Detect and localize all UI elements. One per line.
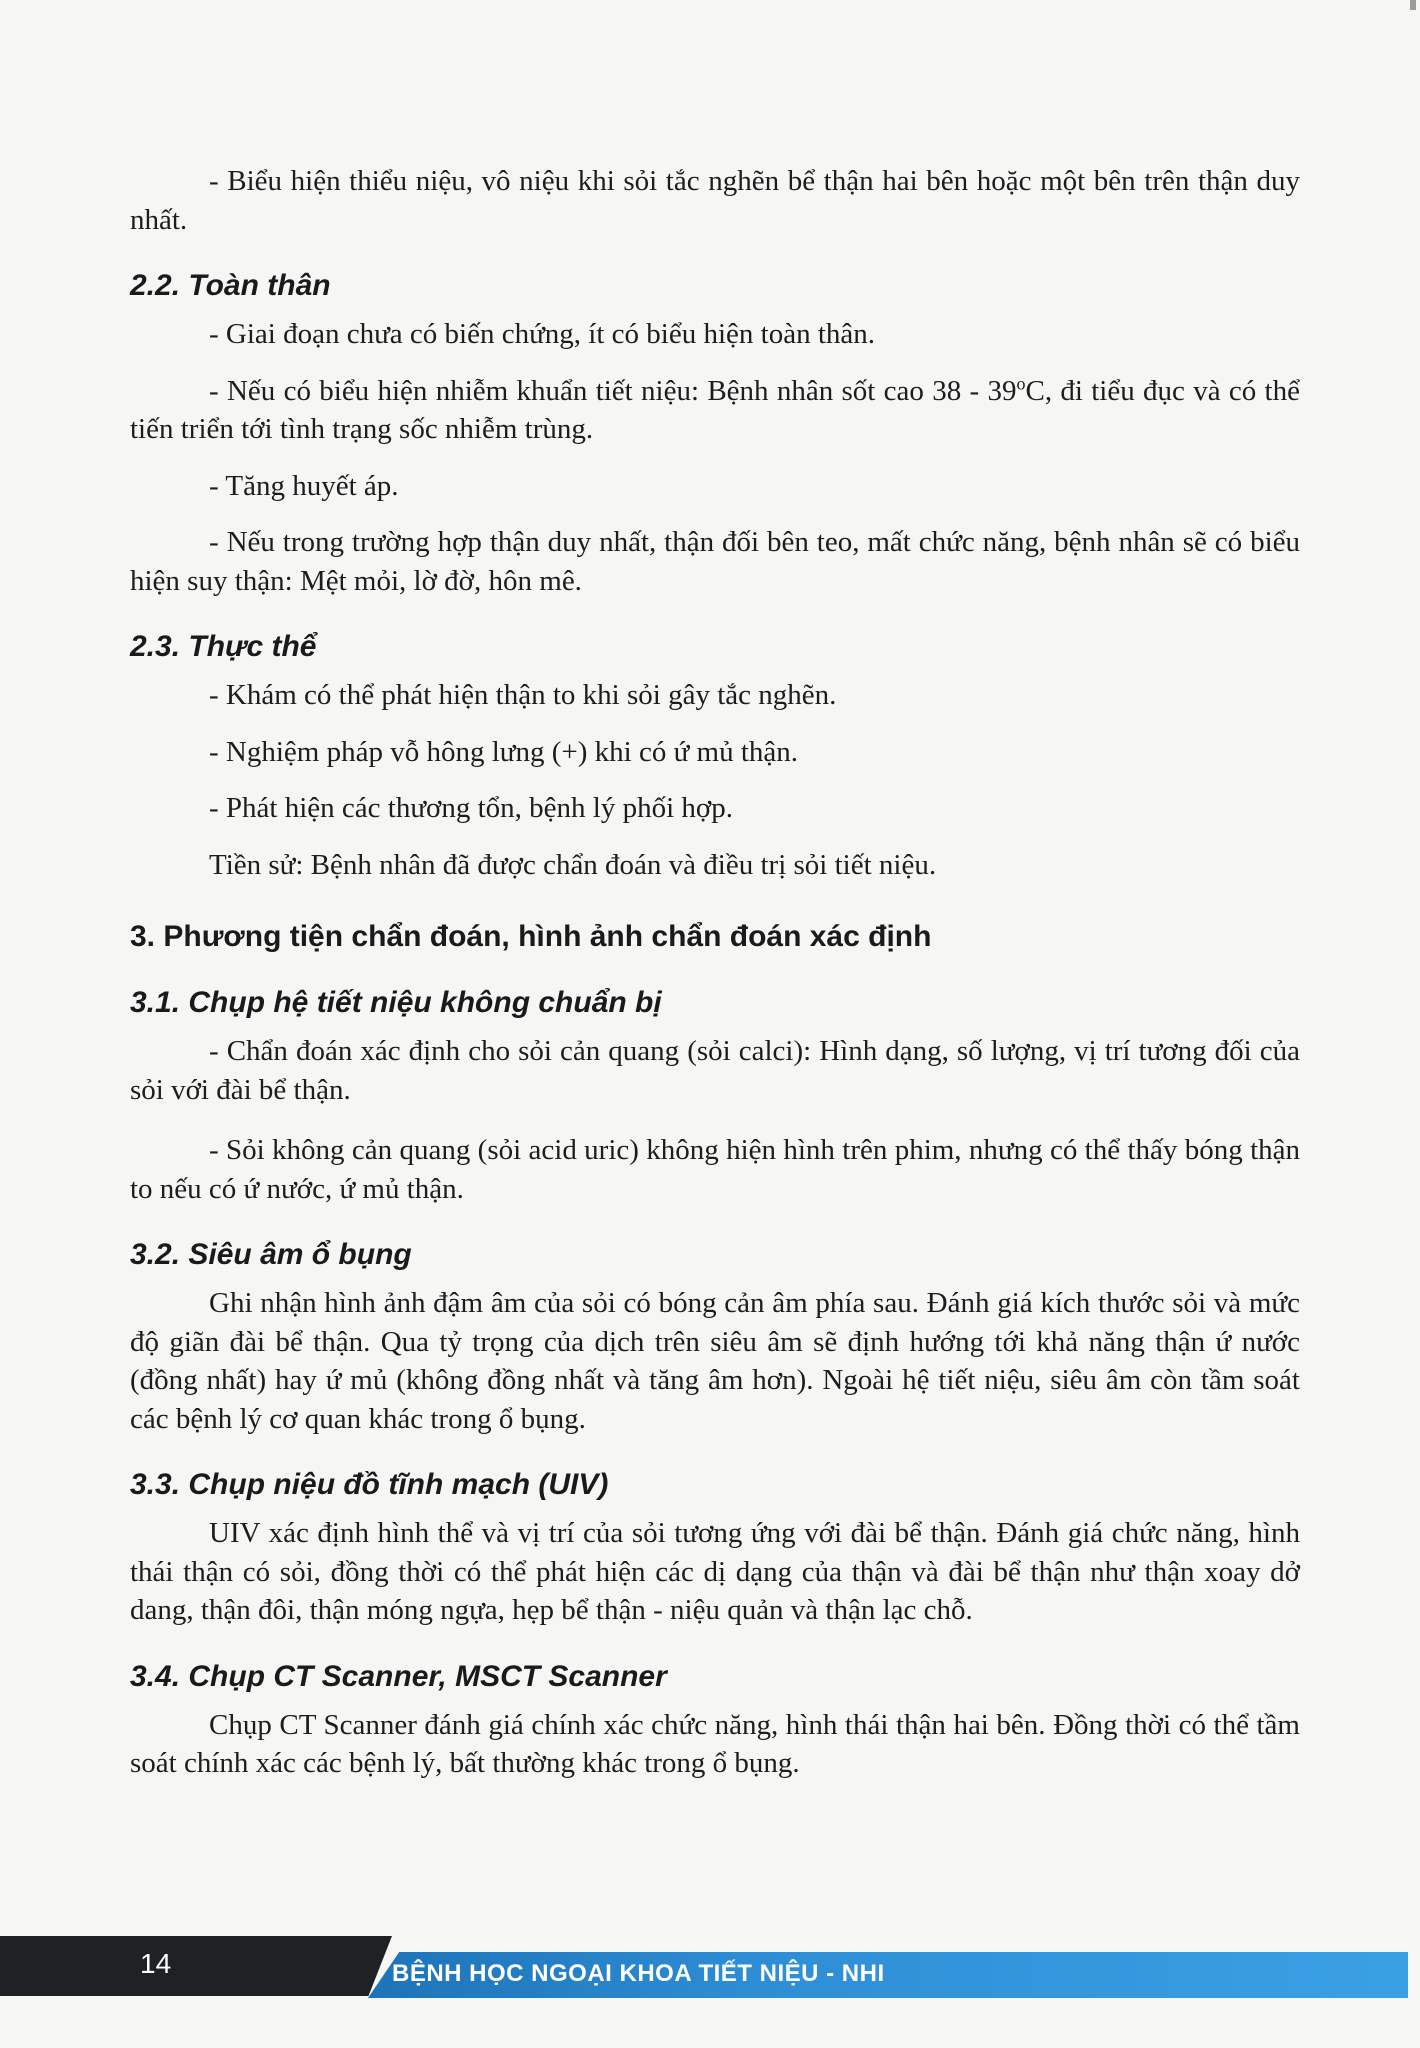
scan-edge-mark: [1410, 0, 1416, 10]
paragraph-2-3-4: Tiền sử: Bệnh nhân đã được chẩn đoán và điều trị sỏi tiết niệu.: [209, 848, 937, 881]
heading-3-1: 3.1. Chụp hệ tiết niệu không chuẩn bị: [130, 986, 662, 1019]
paragraph-2-2-4: - Nếu trong trường hợp thận duy nhất, thận đối bên teo, mất chức năng, bệnh nhân sẽ có biểu hiện suy thận: Mệt mỏi, lờ đờ, hôn mê.: [130, 526, 1300, 597]
paragraph-2-2-3: - Tăng huyết áp.: [209, 469, 399, 502]
paragraph-3-1-1: - Chẩn đoán xác định cho sỏi cản quang (sỏi calci): Hình dạng, số lượng, vị trí tương đối của sỏi với đài bể thận.: [130, 1035, 1300, 1106]
paragraph-3-4-1: Chụp CT Scanner đánh giá chính xác chức năng, hình thái thận hai bên. Đồng thời có thể tầm soát chính xác các bệnh lý, bất thường khác trong ổ bụng.: [130, 1708, 1300, 1779]
heading-3-2: 3.2. Siêu âm ổ bụng: [130, 1238, 412, 1271]
degree-superscript: o: [1016, 372, 1026, 393]
page-content: [130, 162, 1300, 1783]
paragraph-2-3-3: - Phát hiện các thương tổn, bệnh lý phối hợp.: [209, 792, 733, 824]
heading-3: 3. Phương tiện chẩn đoán, hình ảnh chẩn đoán xác định: [130, 920, 932, 953]
paragraph-oliguria: - Biểu hiện thiểu niệu, vô niệu khi sỏi tắc nghẽn bể thận hai bên hoặc một bên trên thận duy nhất.: [130, 165, 1300, 236]
footer-dark-band: [0, 1936, 392, 1996]
paragraph-3-3-1: UIV xác định hình thể và vị trí của sỏi tương ứng với đài bể thận. Đánh giá chức năng, hình thái thận có sỏi, đồng thời có thể phát hiện các dị dạng của thận và đài bể thận như thận xoay dở dang, thận đôi, thận móng ngựa, hẹp bể thận - niệu quản và thận lạc chỗ.: [130, 1517, 1300, 1626]
paragraph-3-2-1: Ghi nhận hình ảnh đậm âm của sỏi có bóng cản âm phía sau. Đánh giá kích thước sỏi và mức độ giãn đài bể thận. Qua tỷ trọng của dịch trên siêu âm sẽ định hướng tới khả năng thận ứ nước (đồng nhất) hay ứ mủ (không đồng nhất và tăng âm hơn). Ngoài hệ tiết niệu, siêu âm còn tầm soát các bệnh lý cơ quan khác trong ổ bụng.: [130, 1287, 1300, 1435]
heading-3-4: 3.4. Chụp CT Scanner, MSCT Scanner: [130, 1659, 667, 1693]
paragraph-2-2-2: [130, 372, 1300, 449]
paragraph-2-2-2-after: C, đi tiểu đục và có thể tiến triển tới tình trạng sốc nhiễm trùng.: [130, 374, 1300, 445]
paragraph-2-2-2-before: - Nếu có biểu hiện nhiễm khuẩn tiết niệu: Bệnh nhân sốt cao 38 - 39: [209, 374, 1017, 407]
page-number: 14: [140, 1948, 172, 1979]
paragraph-3-1-2: - Sỏi không cản quang (sỏi acid uric) không hiện hình trên phim, nhưng có thể thấy bóng thận to nếu có ứ nước, ứ mủ thận.: [130, 1134, 1300, 1205]
paragraph-2-3-2: - Nghiệm pháp vỗ hông lưng (+) khi có ứ mủ thận.: [209, 735, 799, 768]
heading-2-2: 2.2. Toàn thân: [130, 269, 331, 302]
book-title: BỆNH HỌC NGOẠI KHOA TIẾT NIỆU - NHI: [392, 1960, 885, 1987]
paragraph-2-2-1: - Giai đoạn chưa có biến chứng, ít có biểu hiện toàn thân.: [209, 318, 876, 350]
page-footer: [0, 1930, 1420, 2000]
heading-2-3: 2.3. Thực thể: [130, 630, 317, 663]
heading-3-3: 3.3. Chụp niệu đồ tĩnh mạch (UIV): [130, 1468, 609, 1501]
paragraph-2-3-1: - Khám có thể phát hiện thận to khi sỏi gây tắc nghẽn.: [209, 679, 837, 711]
